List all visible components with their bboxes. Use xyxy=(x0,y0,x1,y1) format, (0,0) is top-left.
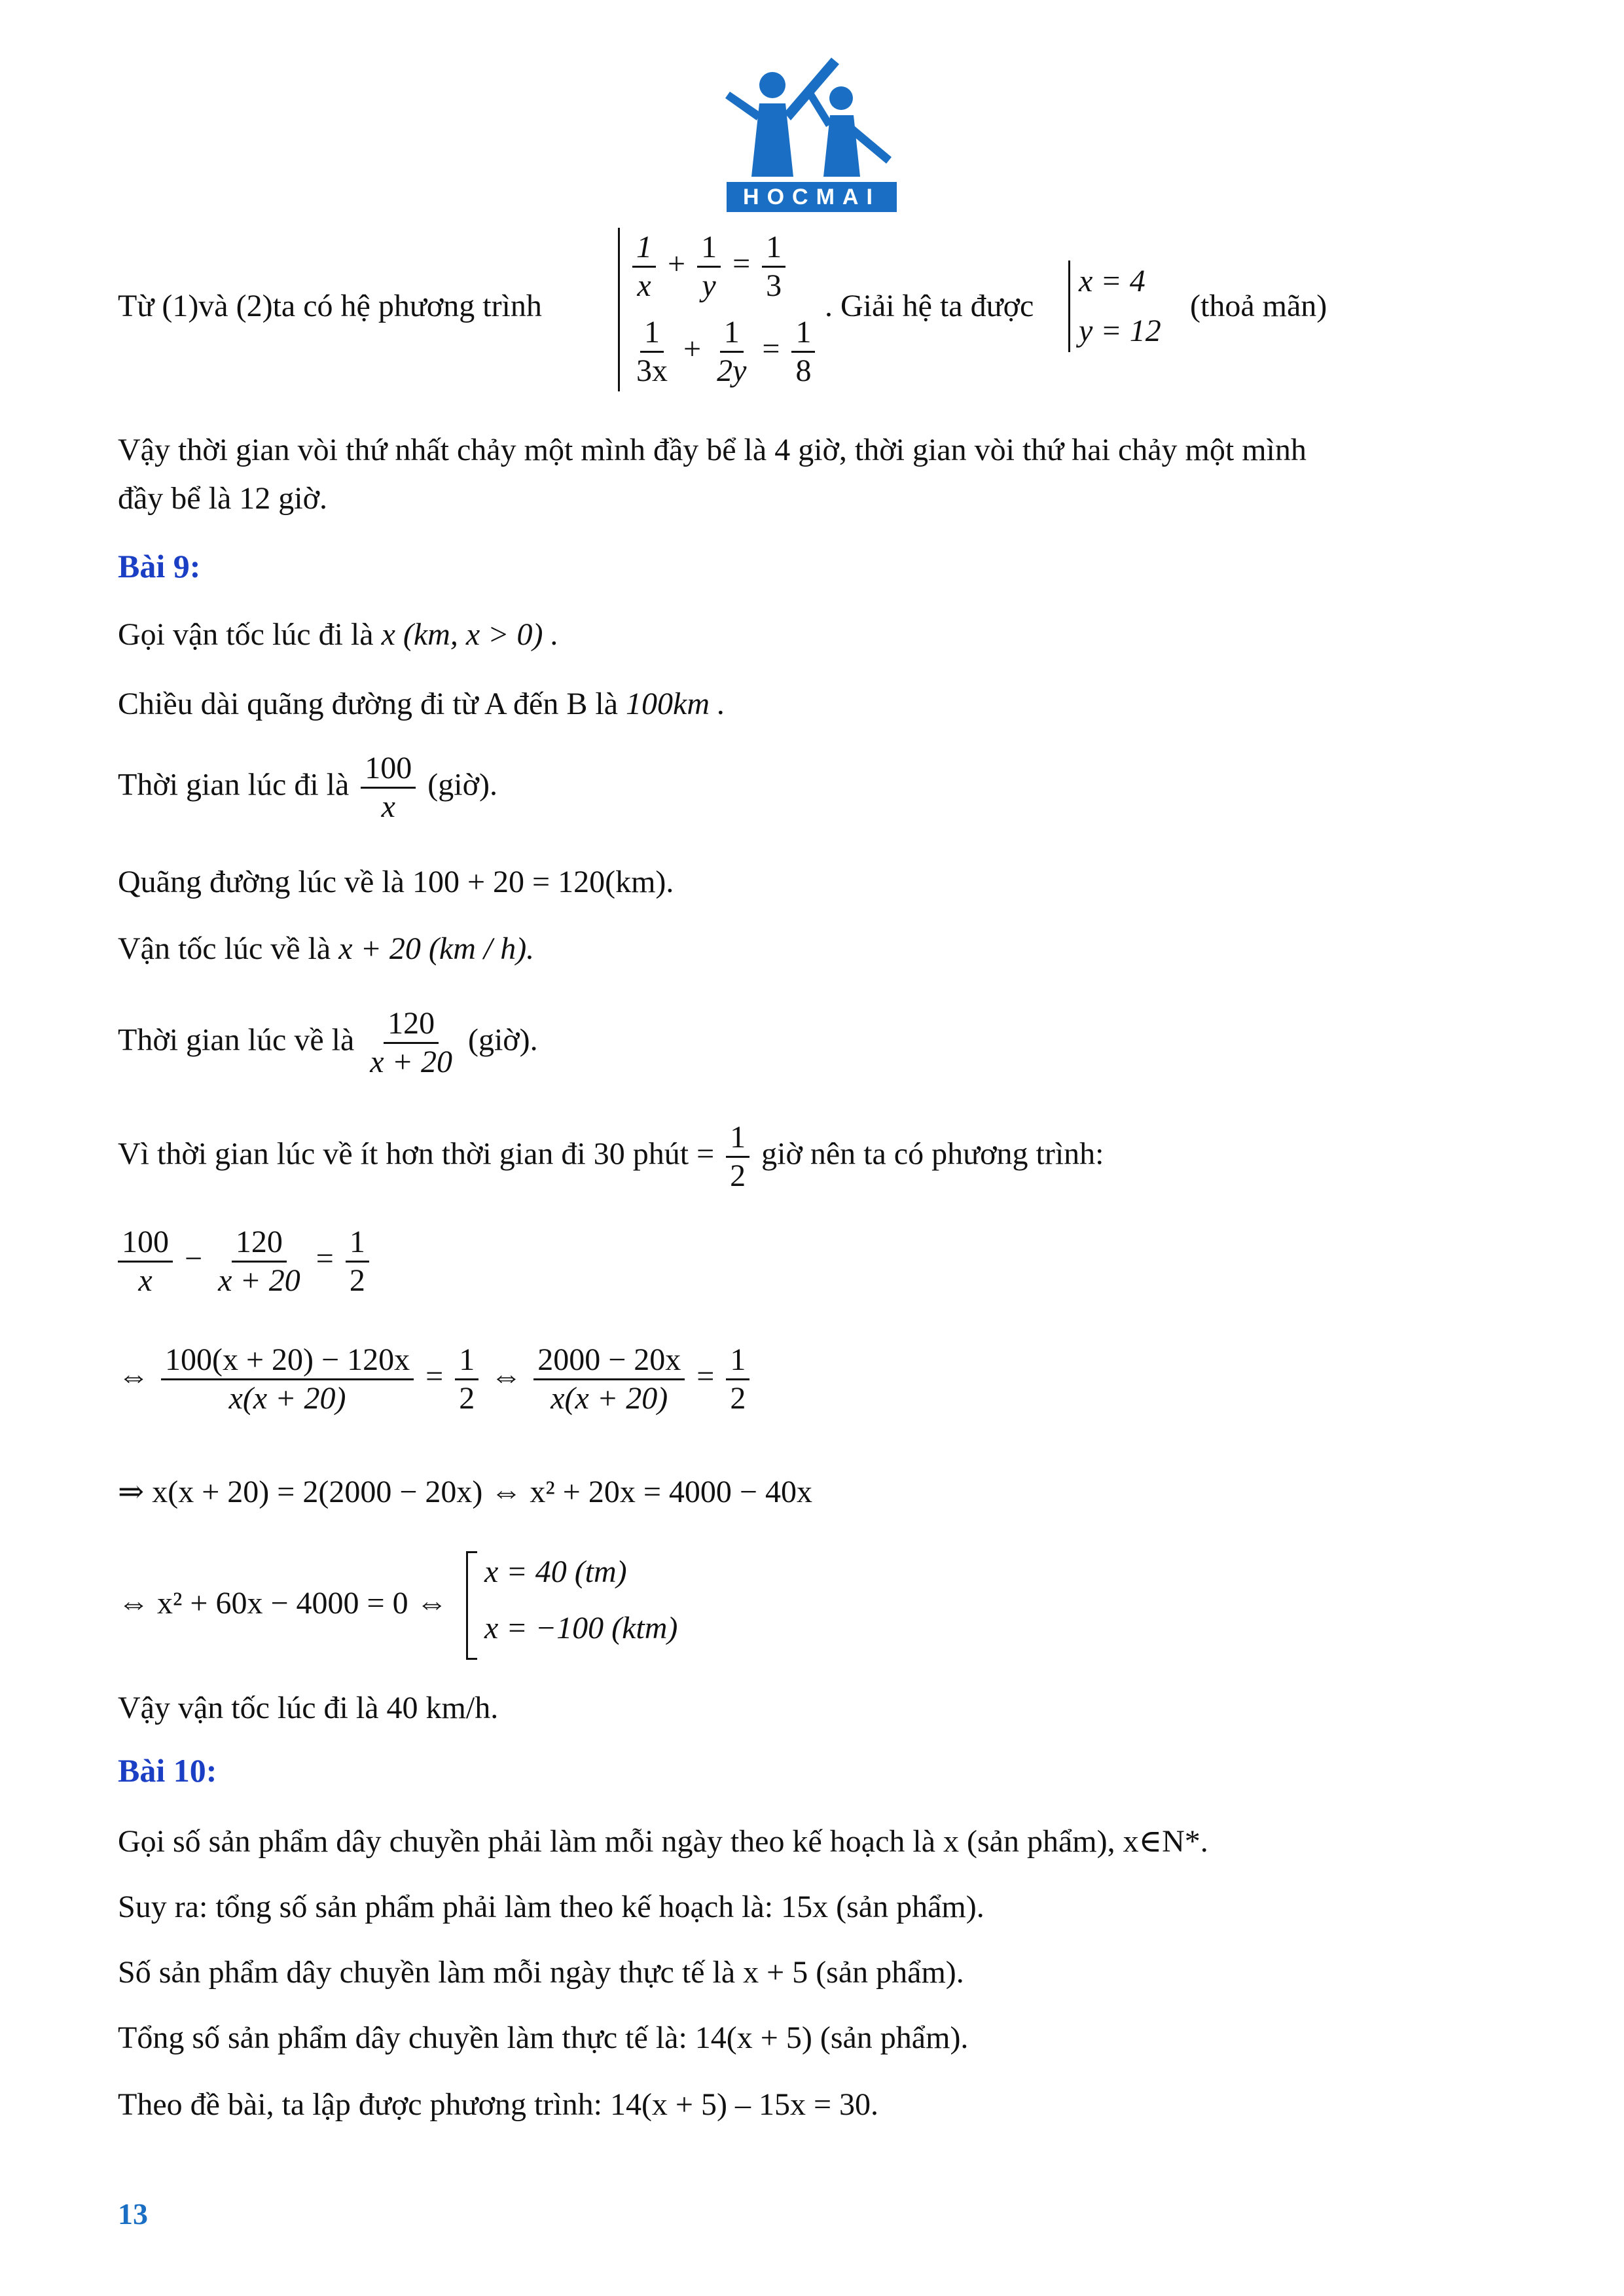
bai9-eq2: ⇔ $\frac{100(x + 20) - 120x}{x(x + 20)}$ = $\frac{1}{2}$ ⇔ $\frac{2000 - 20x}{x(x + 20)}$ = $\frac{1}{2}$ xyxy=(118,1342,753,1417)
bai9-root1: x = 40 (tm) xyxy=(484,1554,627,1589)
result-y: y = 12 xyxy=(1079,314,1161,348)
bai10-title: Bài 10: xyxy=(118,1752,217,1789)
result-brace xyxy=(1068,260,1070,352)
bai10-line1: Gọi số sản phẩm dây chuyền phải làm mỗi ngày theo kế hoạch là x (sản phẩm), x∈N*. xyxy=(118,1824,1208,1859)
bai9-line3: Thời gian lúc đi là $\frac{100}{x}$ (giờ). xyxy=(118,751,497,824)
system-solve-text: . Giải hệ ta được xyxy=(825,289,1034,323)
conclusion-8-line2: đầy bể là 12 giờ. xyxy=(118,481,327,516)
bai10-line4: Tổng số sản phẩm dây chuyền làm thực tế là: 14(x + 5) (sản phẩm). xyxy=(118,2020,969,2055)
bai9-line2: Chiều dài quãng đường đi từ A đến B là 100km . xyxy=(118,687,725,721)
hocmai-logo-label: HOCMAI xyxy=(727,182,897,212)
solution-bracket xyxy=(466,1551,477,1660)
bai9-line6: Thời gian lúc về là $\frac{120}{x + 20}$ (giờ). xyxy=(118,1006,538,1079)
bai9-title: Bài 9: xyxy=(118,548,201,584)
system-eq2: $\frac{1}{3x}$ + $\frac{1}{2y}$ = $\frac{1}{8}$ xyxy=(628,314,819,389)
system-intro: Từ (1)và (2)ta có hệ phương trình xyxy=(118,289,542,323)
bai9-root2: x = −100 (ktm) xyxy=(484,1611,678,1645)
bai9-eq3: ⇒ x(x + 20) = 2(2000 − 20x) ⇔ x² + 20x = 4000 − 40x xyxy=(118,1475,812,1509)
hocmai-logo-figures xyxy=(720,52,903,183)
hocmai-logo xyxy=(720,52,903,223)
bai10-line3: Số sản phẩm dây chuyền làm mỗi ngày thực tế là x + 5 (sản phẩm). xyxy=(118,1955,964,1990)
result-ok: (thoả mãn) xyxy=(1190,289,1327,323)
conclusion-8-line1: Vậy thời gian vòi thứ nhất chảy một mình đầy bể là 4 giờ, thời gian vòi thứ hai chảy một mình xyxy=(118,433,1307,467)
bai9-line7: Vì thời gian lúc về ít hơn thời gian đi 30 phút = $\frac{1}{2}$ giờ nên ta có phương trình: xyxy=(118,1120,1104,1193)
bai9-answer: Vậy vận tốc lúc đi là 40 km/h. xyxy=(118,1691,499,1725)
bai9-line1: Gọi vận tốc lúc đi là x (km, x > 0) . xyxy=(118,617,559,652)
page-number: 13 xyxy=(118,2197,148,2231)
result-x: x = 4 xyxy=(1079,264,1146,298)
bai9-line5: Vận tốc lúc về là x + 20 (km / h). xyxy=(118,931,535,966)
bai9-line4: Quãng đường lúc về là 100 + 20 = 120(km). xyxy=(118,865,674,899)
bai10-line5: Theo đề bài, ta lập được phương trình: 14(x + 5) – 15x = 30. xyxy=(118,2087,879,2122)
bai9-eq4: ⇔ x² + 60x − 4000 = 0 ⇔ xyxy=(118,1586,448,1621)
bai10-line2: Suy ra: tổng số sản phẩm phải làm theo kế hoạch là: 15x (sản phẩm). xyxy=(118,1890,984,1924)
system-eq1: $\frac{1}{x}$ + $\frac{1}{y}$ = $\frac{1}{3}$ xyxy=(628,229,789,304)
system-brace xyxy=(618,228,620,391)
bai9-eq1: $\frac{100}{x}$ − $\frac{120}{x + 20}$ = $\frac{1}{2}$ xyxy=(118,1224,373,1299)
